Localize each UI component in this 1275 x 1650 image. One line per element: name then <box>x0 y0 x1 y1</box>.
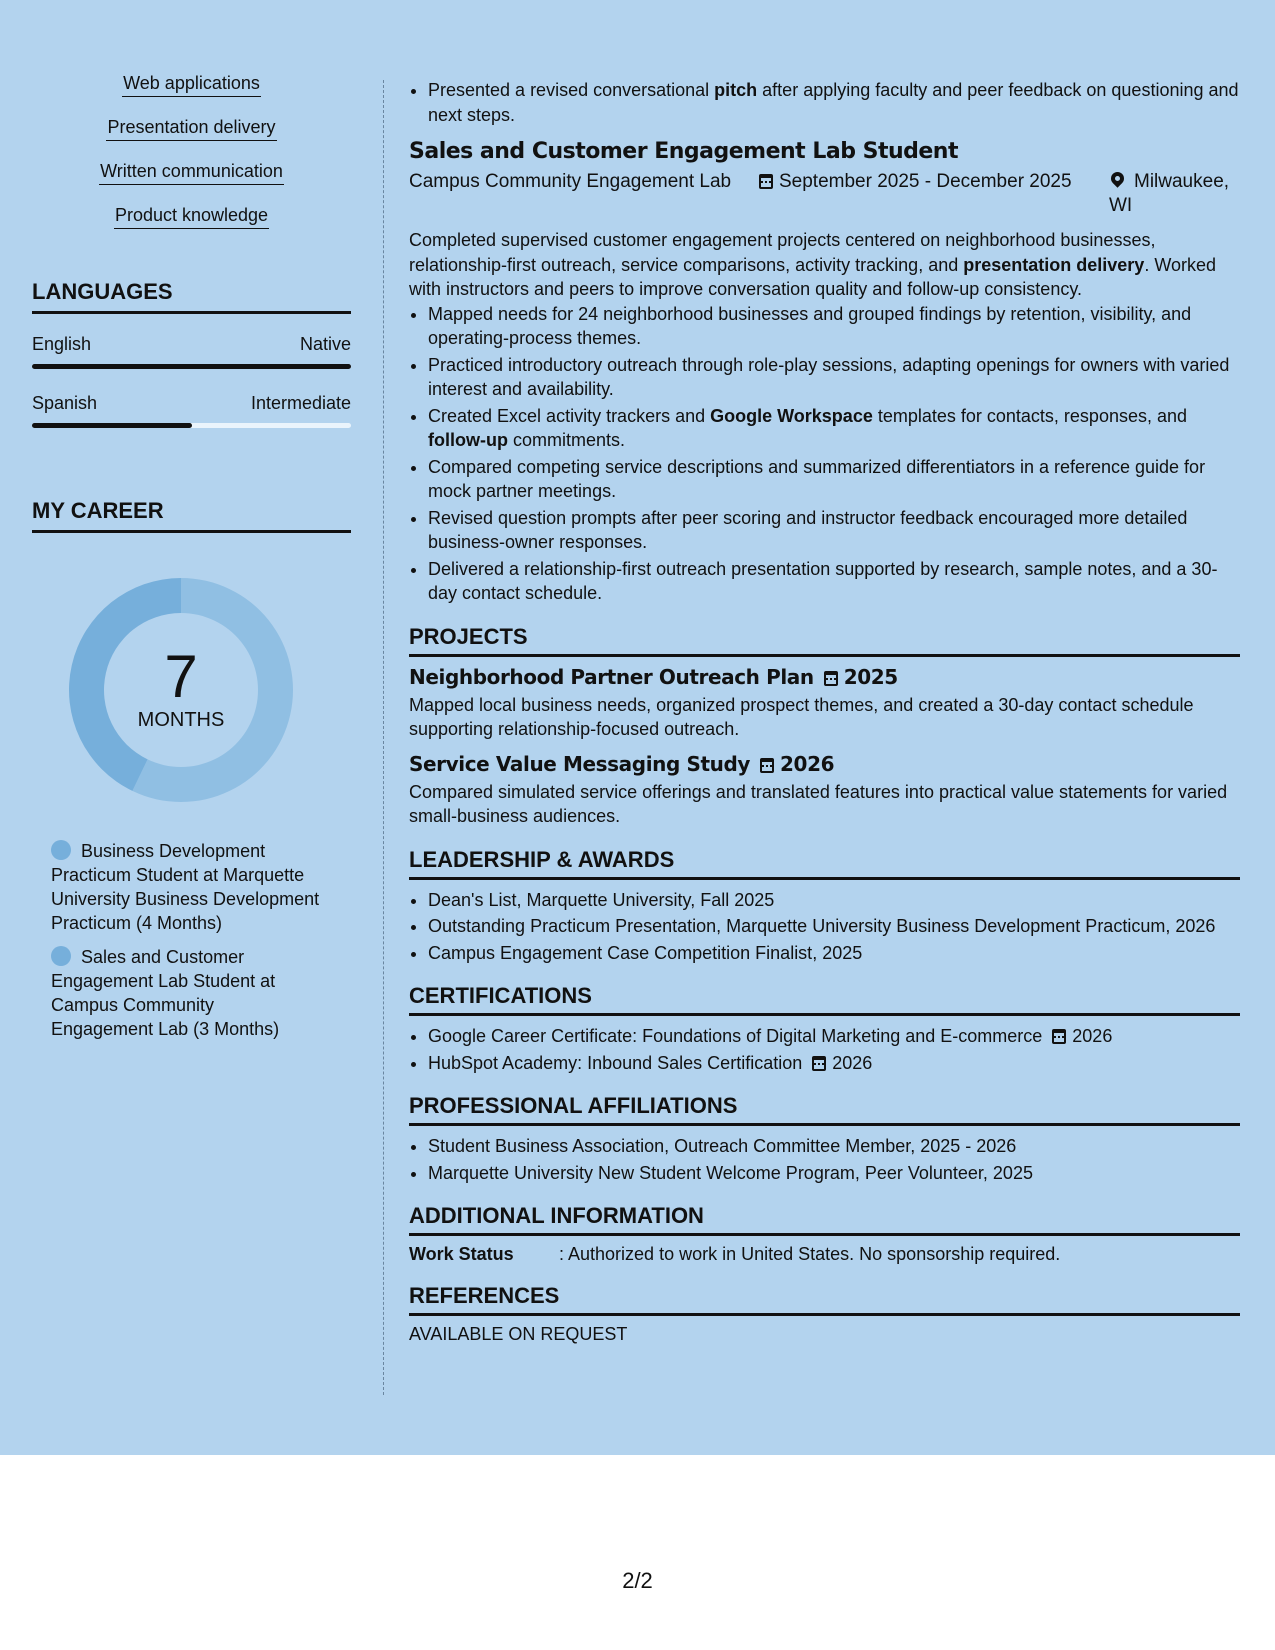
bullet-item: • Delivered a relationship-first outreach presentation supported by research, sample notes, and a 30-day contact schedule. <box>428 557 1240 606</box>
certifications-list <box>409 1024 1240 1075</box>
job-bullets <box>409 302 1240 606</box>
career-donut-chart <box>66 575 296 805</box>
list-item: • Student Business Association, Outreach Committee Member, 2025 - 2026 <box>428 1134 1240 1159</box>
project-year: 2025 <box>843 664 898 689</box>
additional-info-heading: ADDITIONAL INFORMATION <box>409 1203 1240 1236</box>
calendar-icon <box>824 671 838 686</box>
language-level: Intermediate <box>250 393 351 413</box>
project-item <box>409 752 1240 829</box>
languages-heading: LANGUAGES <box>32 279 351 314</box>
references-heading: REFERENCES <box>409 1283 1240 1316</box>
language-name: Spanish <box>32 393 98 413</box>
language-item <box>32 393 351 428</box>
language-bar-fill <box>32 364 351 369</box>
career-legend-item: Sales and Customer Engagement Lab Student at Campus Community Engagement Lab (3 Months) <box>51 947 280 1039</box>
page-number: 2/2 <box>622 1568 653 1593</box>
project-name: Neighborhood Partner Outreach Plan <box>409 664 814 689</box>
language-bar <box>32 364 351 369</box>
column-divider <box>383 80 384 1395</box>
project-year: 2026 <box>780 751 835 776</box>
bullet-item: • Practiced introductory outreach through role-play sessions, adapting openings for owners with varied interest and availability. <box>428 353 1240 402</box>
skill-item: Product knowledge <box>32 202 351 229</box>
affiliations-list <box>409 1134 1240 1185</box>
bullet-item: • Presented a revised conversational pitch after applying faculty and peer feedback on questioning and next steps. <box>428 78 1240 127</box>
right-column <box>409 78 1240 1345</box>
location-pin-icon <box>1108 169 1126 187</box>
bullet-item: • Created Excel activity trackers and Google Workspace templates for contacts, responses, and follow-up commitments. <box>428 404 1240 453</box>
career-total-unit: MONTHS <box>137 709 225 731</box>
calendar-icon <box>760 758 774 773</box>
language-bar <box>32 423 351 428</box>
list-item: • HubSpot Academy: Inbound Sales Certification 2026 <box>428 1051 1240 1076</box>
left-column <box>32 70 351 1051</box>
leadership-heading: LEADERSHIP & AWARDS <box>409 847 1240 880</box>
previous-job-bullets <box>409 78 1240 127</box>
list-item: • Outstanding Practicum Presentation, Marquette University Business Development Practicum, 2026 <box>428 914 1240 939</box>
job-title: Sales and Customer Engagement Lab Student <box>409 139 958 164</box>
projects-heading: PROJECTS <box>409 624 1240 657</box>
language-item <box>32 334 351 369</box>
work-status-value: : Authorized to work in United States. No sponsorship required. <box>559 1244 1061 1264</box>
language-name: English <box>32 334 92 354</box>
career-legend <box>32 839 351 1041</box>
list-item: • Dean's List, Marquette University, Fall 2025 <box>428 888 1240 913</box>
project-item <box>409 665 1240 742</box>
skill-item: Web applications <box>32 70 351 97</box>
bullet-item: • Revised question prompts after peer scoring and instructor feedback encouraged more detailed business-owner responses. <box>428 506 1240 555</box>
work-status-key: Work Status <box>409 1244 514 1264</box>
list-item: • Campus Engagement Case Competition Finalist, 2025 <box>428 941 1240 966</box>
references-text: AVAILABLE ON REQUEST <box>409 1324 628 1344</box>
bullet-item: • Compared competing service descriptions and summarized differentiators in a reference guide for mock partner meetings. <box>428 455 1240 504</box>
job-company: Campus Community Engagement Lab <box>409 171 732 192</box>
list-item: • Google Career Certificate: Foundations of Digital Marketing and E-commerce 2026 <box>428 1024 1240 1049</box>
list-item: • Marquette University New Student Welcome Program, Peer Volunteer, 2025 <box>428 1161 1240 1186</box>
career-legend-item: Business Development Practicum Student at Marquette University Business Development Practicum (4 Months) <box>51 841 320 933</box>
language-level: Native <box>299 334 351 354</box>
job-dates: September 2025 - December 2025 <box>779 171 1072 192</box>
bullet-item: • Mapped needs for 24 neighborhood businesses and grouped findings by retention, visibility, and operating-process themes. <box>428 302 1240 351</box>
experience-entry <box>409 139 1240 606</box>
project-description: Compared simulated service offerings and translated features into practical value statements for varied small-business audiences. <box>409 781 1228 826</box>
affiliations-heading: PROFESSIONAL AFFILIATIONS <box>409 1093 1240 1126</box>
legend-dot <box>51 840 71 860</box>
job-description: Completed supervised customer engagement projects centered on neighborhood businesses, relationship-first outreach, service comparisons, activity tracking, and presentation delivery. Worked with instructors and peers to improve conversation quality and follow-up consistency. <box>409 230 1217 299</box>
legend-dot <box>51 946 71 966</box>
career-total-number: 7 <box>164 643 198 710</box>
calendar-icon <box>1052 1029 1066 1044</box>
calendar-icon <box>759 174 773 189</box>
work-status-row <box>409 1244 1240 1265</box>
calendar-icon <box>812 1056 826 1071</box>
skill-item: Presentation delivery <box>32 114 351 141</box>
leadership-list <box>409 888 1240 966</box>
certifications-heading: CERTIFICATIONS <box>409 983 1240 1016</box>
project-name: Service Value Messaging Study <box>409 751 751 776</box>
career-heading: MY CAREER <box>32 498 351 533</box>
project-description: Mapped local business needs, organized prospect themes, and created a 30-day contact schedule supporting relationship-focused outreach. <box>409 694 1194 739</box>
skill-item: Written communication <box>32 158 351 185</box>
language-bar-fill <box>32 423 192 428</box>
job-location: Milwaukee, WI <box>1109 171 1230 216</box>
